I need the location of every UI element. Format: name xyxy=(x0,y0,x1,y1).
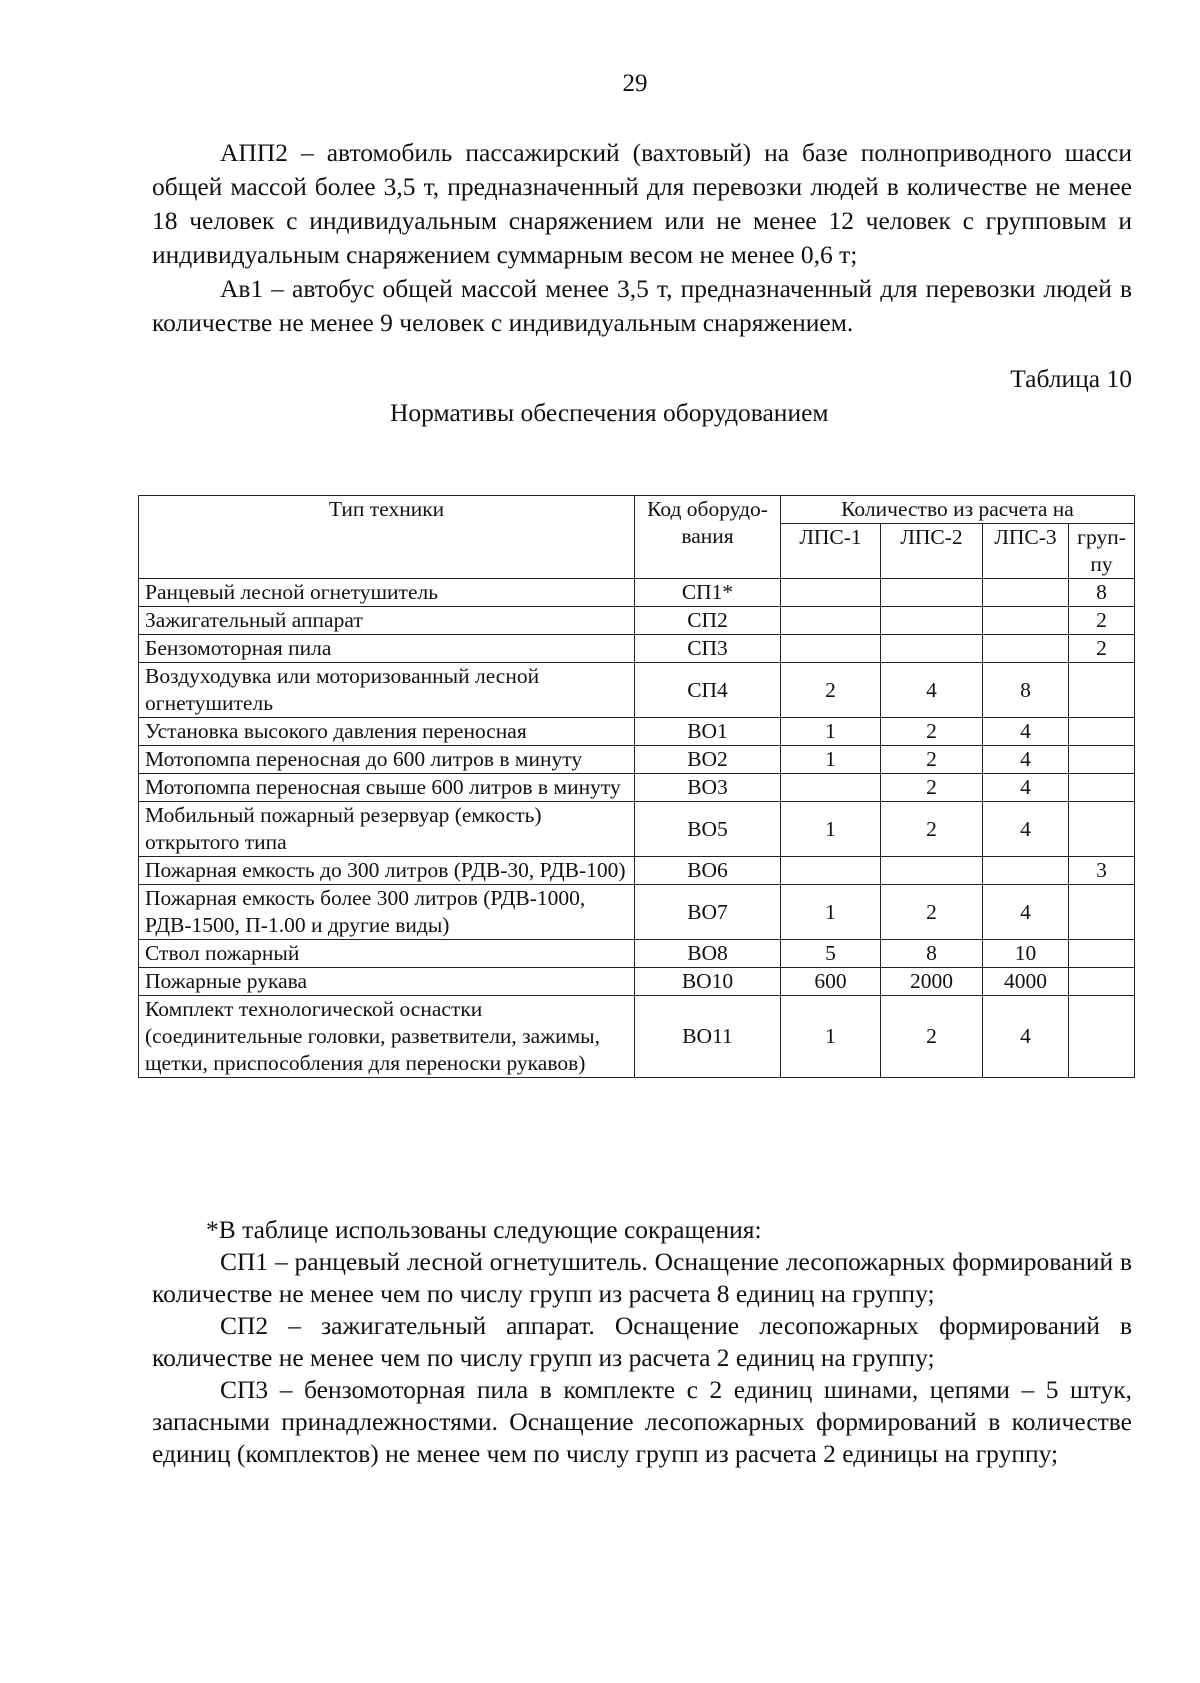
table-notes xyxy=(152,1214,1132,1470)
row-group xyxy=(1069,774,1135,802)
row-code: СП4 xyxy=(635,663,781,718)
row-lps3: 4 xyxy=(983,996,1069,1078)
row-lps3 xyxy=(983,607,1069,635)
row-lps1 xyxy=(781,774,881,802)
row-lps1: 1 xyxy=(781,996,881,1078)
row-lps3: 4 xyxy=(983,718,1069,746)
row-group: 2 xyxy=(1069,635,1135,663)
row-name: Ранцевый лесной огнетушитель xyxy=(139,579,635,607)
row-name: Комплект технологической оснастки (соединительные головки, разветвители, зажимы, щетки, приспособления для переноски рукавов) xyxy=(139,996,635,1078)
paragraph-app2: АПП2 – автомобиль пассажирский (вахтовый) на базе полноприводного шасси общей массой более 3,5 т, предназначенный для перевозки людей в количестве не менее 18 человек с индивидуальным снаряжением или не менее 12 человек с групповым и индивидуальным снаряжением суммарным весом не менее 0,6 т; xyxy=(152,138,1132,269)
table-row xyxy=(139,996,1135,1078)
equipment-norms-table xyxy=(138,495,1135,1078)
row-name: Мотопомпа переносная свыше 600 литров в минуту xyxy=(139,774,635,802)
row-lps3: 4 xyxy=(983,802,1069,857)
row-group xyxy=(1069,802,1135,857)
row-name: Воздуходувка или моторизованный лесной огнетушитель xyxy=(139,663,635,718)
header-lps3: ЛПС-3 xyxy=(983,524,1069,579)
row-lps1: 2 xyxy=(781,663,881,718)
row-lps3 xyxy=(983,635,1069,663)
row-lps2: 4 xyxy=(881,663,983,718)
row-lps2 xyxy=(881,579,983,607)
row-lps1 xyxy=(781,635,881,663)
row-lps2 xyxy=(881,607,983,635)
table-row xyxy=(139,774,1135,802)
row-lps2: 2 xyxy=(881,885,983,940)
row-code: ВО1 xyxy=(635,718,781,746)
row-lps1: 1 xyxy=(781,718,881,746)
row-code: ВО6 xyxy=(635,857,781,885)
row-code: СП1* xyxy=(635,579,781,607)
row-group xyxy=(1069,885,1135,940)
row-lps1: 5 xyxy=(781,940,881,968)
row-lps3: 4 xyxy=(983,885,1069,940)
row-lps2: 2 xyxy=(881,802,983,857)
row-code: ВО10 xyxy=(635,968,781,996)
page-number: 29 xyxy=(622,70,648,97)
table-title: Нормативы обеспечения оборудованием xyxy=(390,398,829,427)
table-label: Таблица 10 xyxy=(1010,364,1132,393)
note-sp3: СП3 – бензомоторная пила в комплекте с 2 единиц шинами, цепями – 5 штук, запасными принадлежностями. Оснащение лесопожарных формирований в количестве единиц (комплектов) не менее чем по числу групп из расчета 2 единицы на группу; xyxy=(152,1375,1132,1468)
row-lps1: 1 xyxy=(781,885,881,940)
row-lps2: 2 xyxy=(881,996,983,1078)
row-lps2: 8 xyxy=(881,940,983,968)
table-row xyxy=(139,635,1135,663)
row-lps3: 4 xyxy=(983,746,1069,774)
row-name: Бензомоторная пила xyxy=(139,635,635,663)
row-lps1: 1 xyxy=(781,802,881,857)
row-lps2 xyxy=(881,857,983,885)
row-group xyxy=(1069,746,1135,774)
intro-text xyxy=(152,136,1132,340)
table-row xyxy=(139,857,1135,885)
row-name: Зажигательный аппарат xyxy=(139,607,635,635)
row-lps3 xyxy=(983,857,1069,885)
table-row xyxy=(139,746,1135,774)
table-row xyxy=(139,579,1135,607)
row-lps3: 4 xyxy=(983,774,1069,802)
row-code: ВО8 xyxy=(635,940,781,968)
table-row xyxy=(139,968,1135,996)
row-lps1 xyxy=(781,857,881,885)
row-lps2 xyxy=(881,635,983,663)
header-lps2: ЛПС-2 xyxy=(881,524,983,579)
row-lps2: 2 xyxy=(881,774,983,802)
row-code: ВО5 xyxy=(635,802,781,857)
row-lps1: 1 xyxy=(781,746,881,774)
row-group xyxy=(1069,718,1135,746)
header-type: Тип техники xyxy=(139,496,635,579)
row-name: Ствол пожарный xyxy=(139,940,635,968)
row-group xyxy=(1069,968,1135,996)
row-lps2: 2000 xyxy=(881,968,983,996)
table-row xyxy=(139,885,1135,940)
row-name: Мобильный пожарный резервуар (емкость) открытого типа xyxy=(139,802,635,857)
row-lps3: 4000 xyxy=(983,968,1069,996)
header-code: Код оборудо-вания xyxy=(635,496,781,579)
row-lps1: 600 xyxy=(781,968,881,996)
row-name: Пожарные рукава xyxy=(139,968,635,996)
row-lps2: 2 xyxy=(881,746,983,774)
note-sp2: СП2 – зажигательный аппарат. Оснащение лесопожарных формирований в количестве не менее чем по числу групп из расчета 2 единиц на группу; xyxy=(152,1311,1132,1372)
row-lps3: 10 xyxy=(983,940,1069,968)
row-code: ВО11 xyxy=(635,996,781,1078)
table-row xyxy=(139,663,1135,718)
note-sp1: СП1 – ранцевый лесной огнетушитель. Оснащение лесопожарных формирований в количестве не менее чем по числу групп из расчета 8 единиц на группу; xyxy=(152,1247,1132,1308)
row-code: ВО2 xyxy=(635,746,781,774)
row-code: СП3 xyxy=(635,635,781,663)
header-lps1: ЛПС-1 xyxy=(781,524,881,579)
header-quantity: Количество из расчета на xyxy=(781,496,1135,524)
row-code: ВО3 xyxy=(635,774,781,802)
row-name: Пожарная емкость более 300 литров (РДВ-1000, РДВ-1500, П-1.00 и другие виды) xyxy=(139,885,635,940)
row-lps3 xyxy=(983,579,1069,607)
row-name: Мотопомпа переносная до 600 литров в минуту xyxy=(139,746,635,774)
row-lps1 xyxy=(781,579,881,607)
row-name: Установка высокого давления переносная xyxy=(139,718,635,746)
row-group xyxy=(1069,663,1135,718)
row-group: 2 xyxy=(1069,607,1135,635)
table-row xyxy=(139,718,1135,746)
row-group: 8 xyxy=(1069,579,1135,607)
row-code: ВО7 xyxy=(635,885,781,940)
row-code: СП2 xyxy=(635,607,781,635)
row-lps3: 8 xyxy=(983,663,1069,718)
row-lps1 xyxy=(781,607,881,635)
row-group: 3 xyxy=(1069,857,1135,885)
paragraph-av1: Ав1 – автобус общей массой менее 3,5 т, предназначенный для перевозки людей в количестве не менее 9 человек с индивидуальным снаряжением. xyxy=(152,274,1132,337)
row-lps2: 2 xyxy=(881,718,983,746)
row-group xyxy=(1069,996,1135,1078)
table-row xyxy=(139,940,1135,968)
table-row xyxy=(139,607,1135,635)
header-group: груп-пу xyxy=(1069,524,1135,579)
notes-intro: *В таблице использованы следующие сокращения: xyxy=(206,1215,762,1244)
table-row xyxy=(139,802,1135,857)
row-name: Пожарная емкость до 300 литров (РДВ-30, РДВ-100) xyxy=(139,857,635,885)
row-group xyxy=(1069,940,1135,968)
